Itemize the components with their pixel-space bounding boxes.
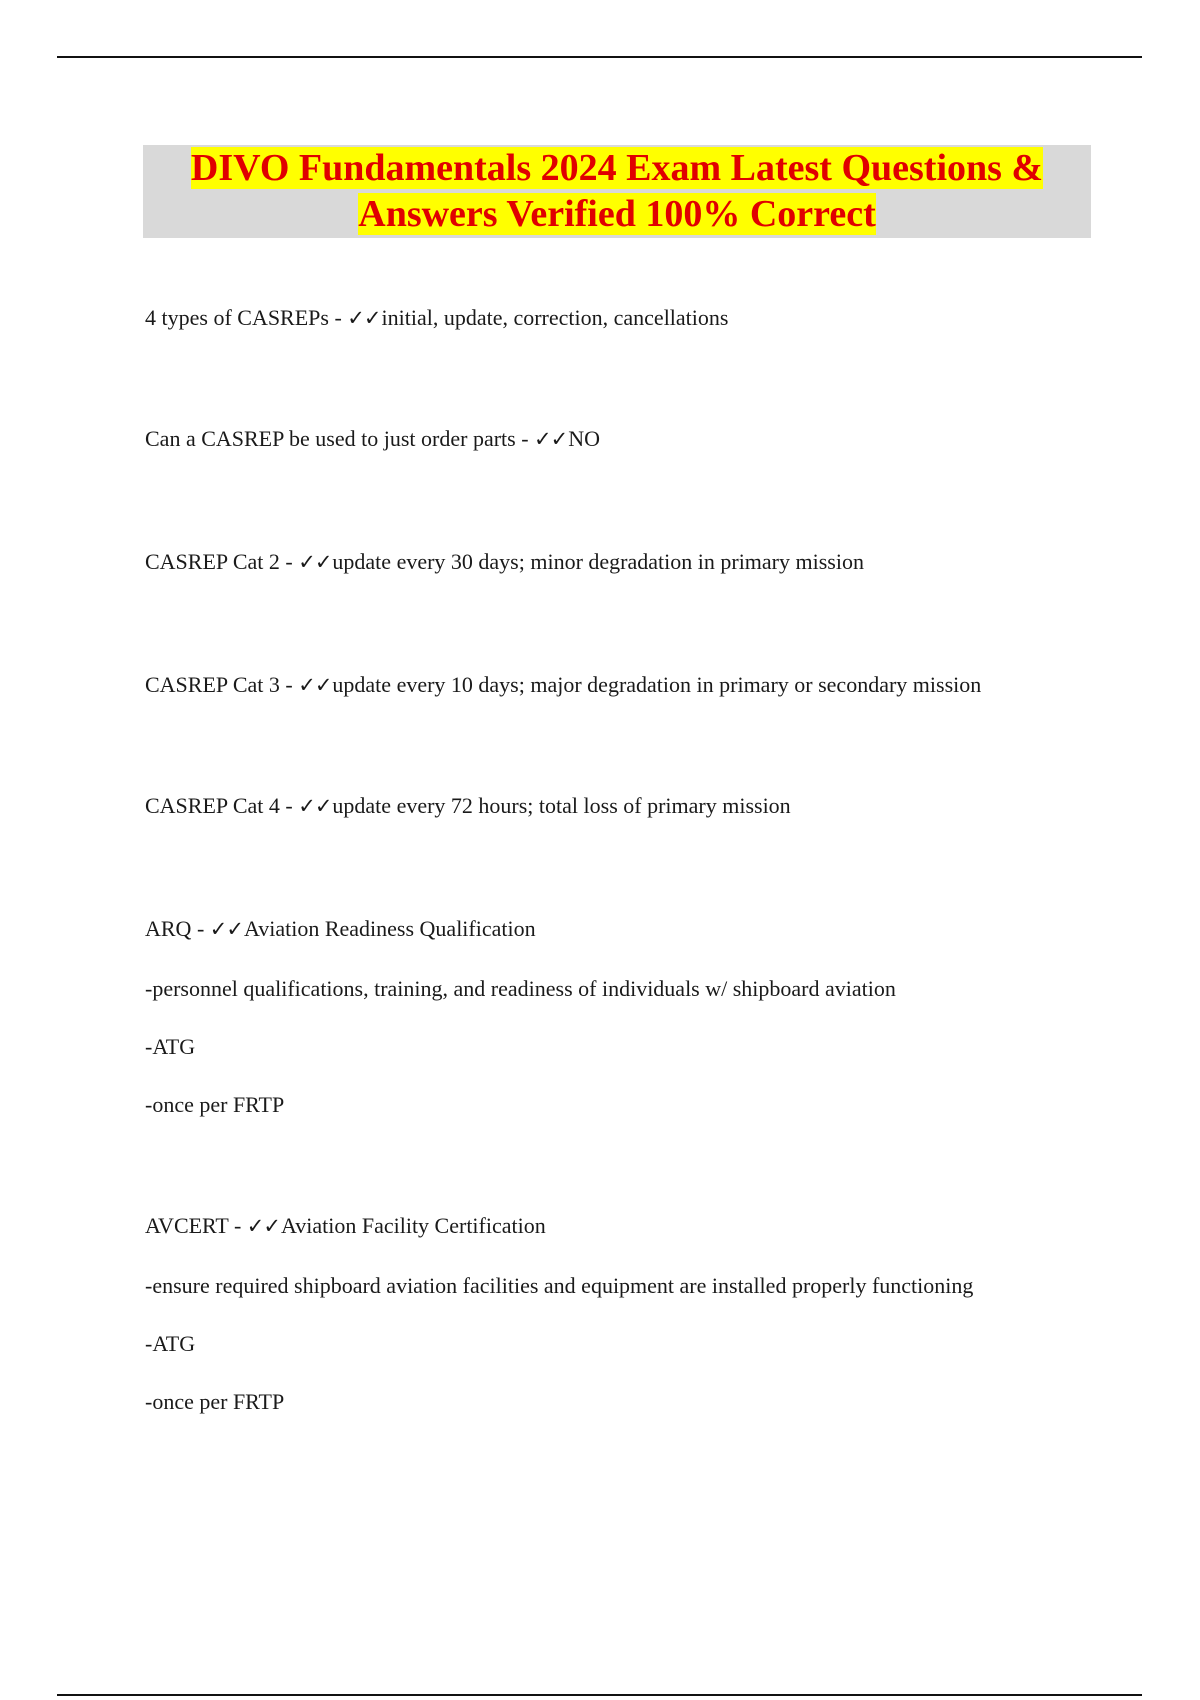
checkmark-icon: ✓✓ — [534, 427, 568, 451]
detail-line: -once per FRTP — [145, 1092, 285, 1117]
checkmark-icon: ✓✓ — [209, 917, 243, 941]
qa-item — [145, 425, 600, 453]
question-text: CASREP Cat 3 - — [145, 672, 299, 697]
title-line-1: DIVO Fundamentals 2024 Exam Latest Questions & — [190, 147, 1044, 189]
answer-text: Aviation Facility Certification — [280, 1213, 546, 1238]
qa-item — [145, 915, 536, 943]
checkmark-icon: ✓✓ — [347, 306, 381, 330]
answer-text: update every 30 days; minor degradation in primary mission — [332, 549, 864, 574]
answer-text: update every 72 hours; total loss of primary mission — [332, 793, 791, 818]
qa-item — [145, 548, 864, 576]
qa-item — [145, 792, 791, 820]
detail-line: -ensure required shipboard aviation facilities and equipment are installed properly functioning — [145, 1273, 974, 1298]
qa-item — [145, 1212, 546, 1240]
question-text: AVCERT - — [145, 1213, 247, 1238]
answer-text: update every 10 days; major degradation in primary or secondary mission — [332, 672, 982, 697]
answer-text: Aviation Readiness Qualification — [243, 916, 536, 941]
question-text: CASREP Cat 4 - — [145, 793, 299, 818]
checkmark-icon: ✓✓ — [298, 673, 332, 697]
checkmark-icon: ✓✓ — [246, 1214, 280, 1238]
title-line-2: Answers Verified 100% Correct — [358, 193, 876, 235]
answer-text: initial, update, correction, cancellations — [381, 305, 729, 330]
bottom-rule — [57, 1694, 1142, 1696]
checkmark-icon: ✓✓ — [298, 550, 332, 574]
document-title — [143, 145, 1091, 238]
answer-text: NO — [568, 426, 601, 451]
top-rule — [57, 56, 1142, 58]
detail-line: -once per FRTP — [145, 1389, 285, 1414]
detail-line: -ATG — [145, 1331, 196, 1356]
question-text: ARQ - — [145, 916, 210, 941]
question-text: 4 types of CASREPs - — [145, 305, 348, 330]
detail-line: -personnel qualifications, training, and readiness of individuals w/ shipboard aviation — [145, 976, 896, 1001]
question-text: Can a CASREP be used to just order parts - — [145, 426, 535, 451]
checkmark-icon: ✓✓ — [298, 794, 332, 818]
question-text: CASREP Cat 2 - — [145, 549, 299, 574]
detail-line: -ATG — [145, 1034, 196, 1059]
qa-item — [145, 671, 981, 699]
qa-item — [145, 304, 728, 332]
